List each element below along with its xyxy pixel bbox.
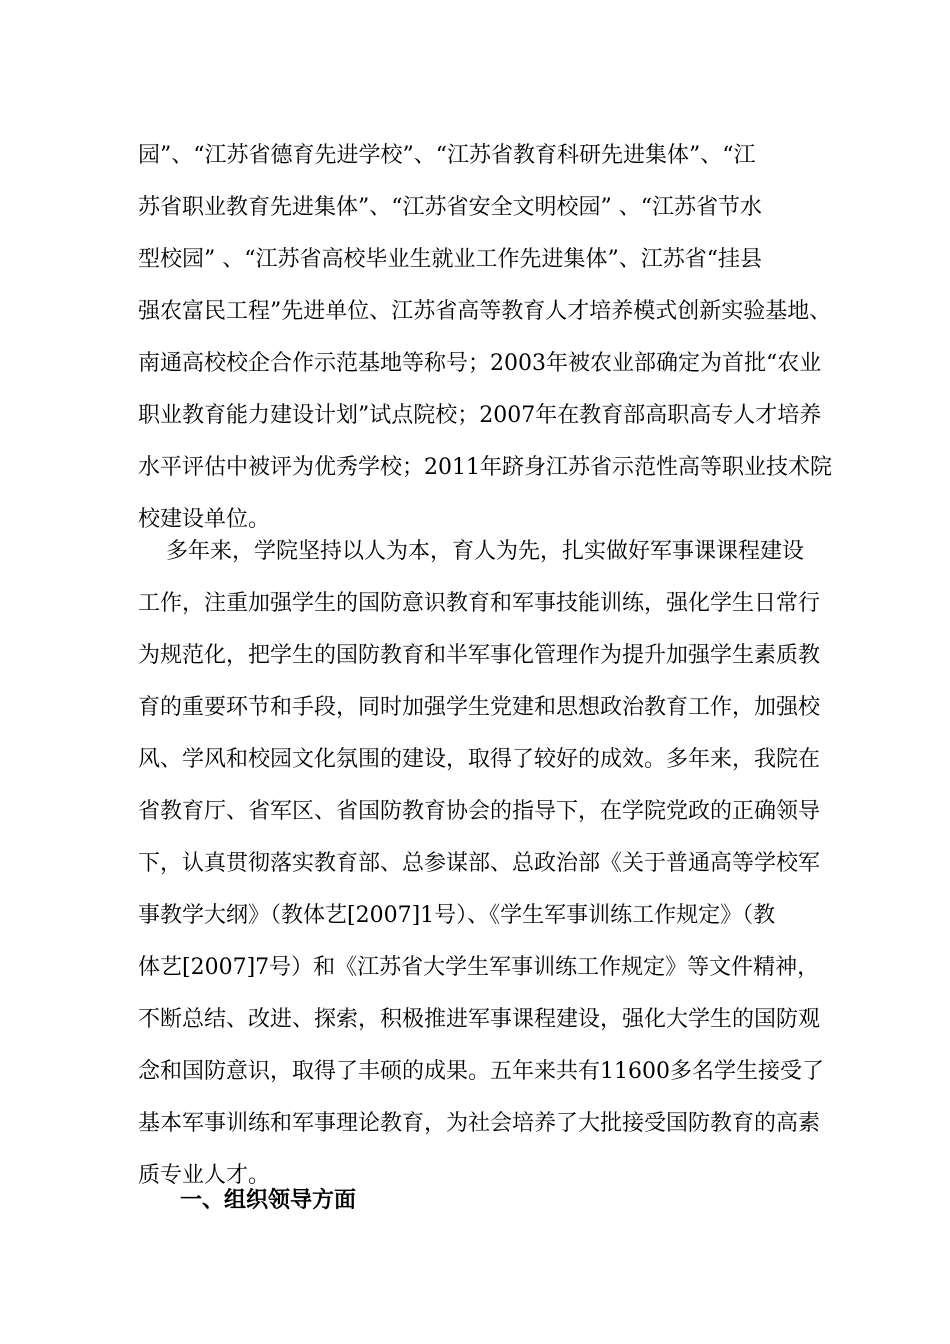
paragraph-line: 事教学大纲》（教体艺[2007]1号）、《学生军事训练工作规定》（教: [138, 903, 776, 928]
paragraph-line: 育的重要环节和手段，同时加强学生党建和思想政治教育工作，加强校: [138, 695, 821, 720]
paragraph-line: 工作，注重加强学生的国防意识教育和军事技能训练，强化学生日常行: [138, 591, 821, 616]
paragraph-line: 职业教育能力建设计划”试点院校；2007年在教育部高职高专人才培养: [138, 403, 822, 428]
paragraph-line: 苏省职业教育先进集体”、“江苏省安全文明校园” 、“江苏省节水: [138, 195, 762, 220]
paragraph-line: 不断总结、改进、探索，积极推进军事课程建设，强化大学生的国防观: [138, 1007, 821, 1032]
paragraph-line: 质专业人才。: [138, 1163, 271, 1188]
paragraph-line: 强农富民工程”先进单位、江苏省高等教育人才培养模式创新实验基地、: [138, 299, 832, 324]
paragraph-line: 水平评估中被评为优秀学校；2011年跻身江苏省示范性高等职业技术院: [138, 455, 832, 480]
paragraph-line: 省教育厅、省军区、省国防教育协会的指导下，在学院党政的正确领导: [138, 799, 821, 824]
paragraph-line: 基本军事训练和军事理论教育，为社会培养了大批接受国防教育的高素: [138, 1111, 821, 1136]
section-heading: 一、组织领导方面: [180, 1188, 357, 1213]
paragraph-line: 南通高校校企合作示范基地等称号；2003年被农业部确定为首批“农业: [138, 351, 822, 376]
paragraph-line: 多年来，学院坚持以人为本，育人为先，扎实做好军事课课程建设: [138, 539, 804, 564]
paragraph-line: 园”、“江苏省德育先进学校”、“江苏省教育科研先进集体”、“江: [138, 143, 756, 168]
paragraph-line: 念和国防意识，取得了丰硕的成果。五年来共有11600多名学生接受了: [138, 1059, 824, 1084]
paragraph-line: 风、学风和校园文化氛围的建设，取得了较好的成效。多年来，我院在: [138, 747, 821, 772]
paragraph-line: 校建设单位。: [138, 507, 271, 532]
paragraph-line: 下，认真贯彻落实教育部、总参谋部、总政治部《关于普通高等学校军: [138, 851, 821, 876]
paragraph-line: 体艺[2007]7号）和《江苏省大学生军事训练工作规定》等文件精神，: [138, 955, 820, 980]
paragraph-line: 为规范化，把学生的国防教育和半军事化管理作为提升加强学生素质教: [138, 643, 821, 668]
paragraph-line: 型校园” 、“江苏省高校毕业生就业工作先进集体”、江苏省“挂县: [138, 247, 762, 272]
